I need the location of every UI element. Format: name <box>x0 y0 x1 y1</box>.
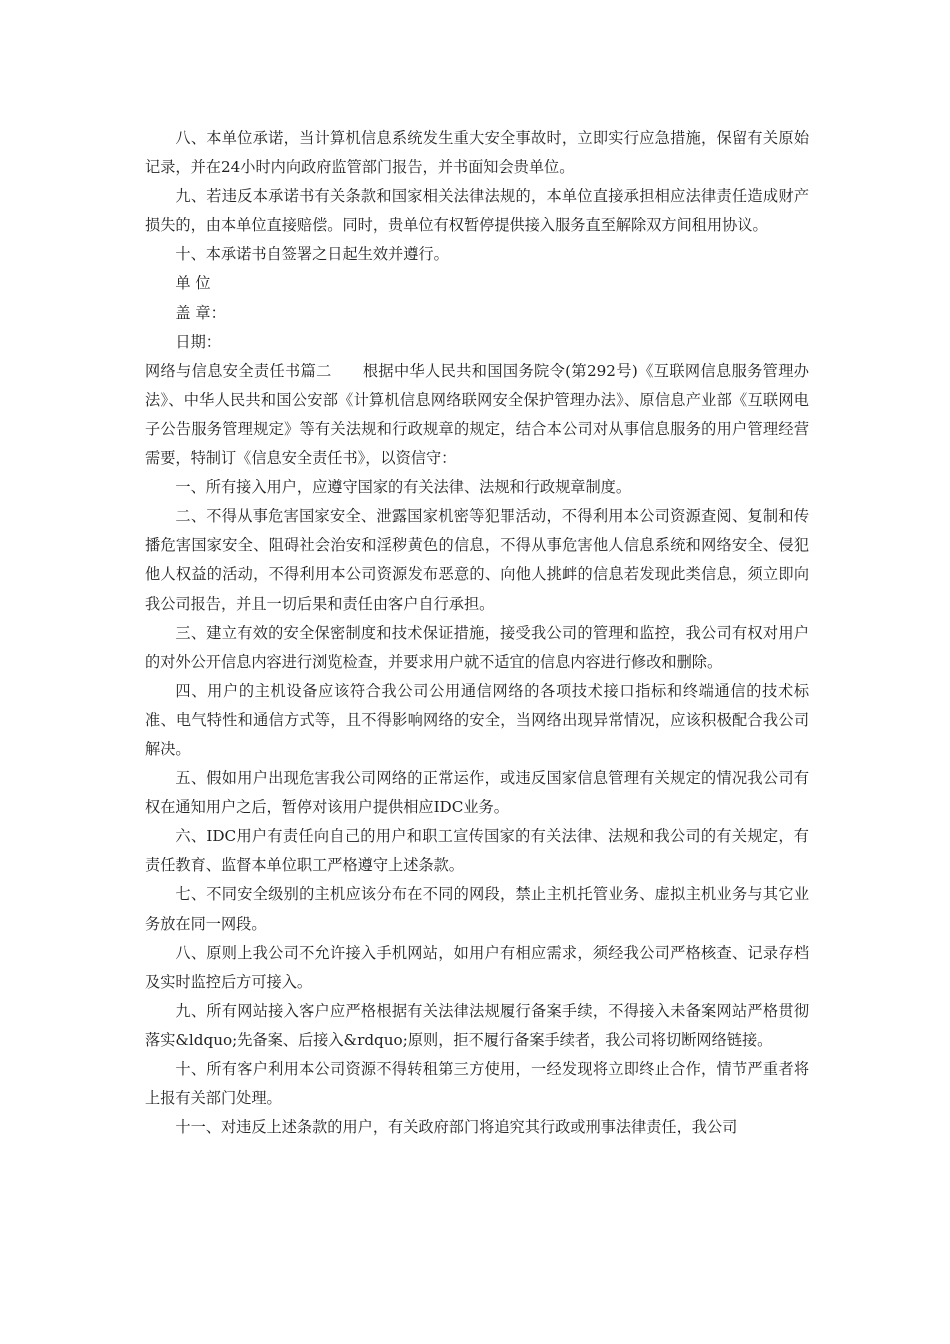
clause-10: 十、所有客户利用本公司资源不得转租第三方使用，一经发现将立即终止合作，情节严重者将上报有关部门处理。 <box>145 1060 809 1108</box>
clause-9: 九、所有网站接入客户应严格根据有关法律法规履行备案手续，不得接入未备案网站严格贯彻落实&ldquo;先备案、后接入&rdquo;原则，拒不履行备案手续者，我公司将切断网络链接。 <box>145 1001 809 1049</box>
clause-7: 七、不同安全级别的主机应该分布在不同的网段，禁止主机托管业务、虚拟主机业务与其它业务放在同一网段。 <box>145 885 809 933</box>
paragraph-commitment-10: 十、本承诺书自签署之日起生效并遵行。 <box>175 245 449 264</box>
clause-1: 一、所有接入用户，应遵守国家的有关法律、法规和行政规章制度。 <box>175 478 632 497</box>
paragraph-commitment-9: 九、若违反本承诺书有关条款和国家相关法律法规的，本单位直接承担相应法律责任造成财产损失的，由本单位直接赔偿。同时，贵单位有权暂停提供接入服务直至解除双方间租用协议。 <box>145 187 809 235</box>
clause-5: 五、假如用户出现危害我公司网络的正常运作，或违反国家信息管理有关规定的情况我公司有权在通知用户之后，暂停对该用户提供相应IDC业务。 <box>145 769 809 817</box>
signature-unit: 单 位 <box>175 274 211 293</box>
signature-seal: 盖 章： <box>175 303 226 322</box>
clause-3: 三、建立有效的安全保密制度和技术保证措施，接受我公司的管理和监控，我公司有权对用户的对外公开信息内容进行浏览检查，并要求用户就不适宜的信息内容进行修改和删除。 <box>145 623 809 671</box>
paragraph-commitment-8: 八、本单位承诺，当计算机信息系统发生重大安全事故时，立即实行应急措施，保留有关原始记录，并在24小时内向政府监管部门报告，并书面知会贵单位。 <box>145 129 809 177</box>
clause-8: 八、原则上我公司不允许接入手机网站，如用户有相应需求，须经我公司严格核查、记录存档及实时监控后方可接入。 <box>145 943 809 991</box>
document-body <box>145 124 809 1142</box>
clause-11: 十一、对违反上述条款的用户，有关政府部门将追究其行政或刑事法律责任，我公司 <box>175 1118 738 1137</box>
signature-date: 日期： <box>175 332 221 351</box>
clause-2: 二、不得从事危害国家安全、泄露国家机密等犯罪活动，不得利用本公司资源查阅、复制和传播危害国家安全、阻碍社会治安和淫秽黄色的信息，不得从事危害他人信息系统和网络安全、侵犯他人权益的活动，不得利用本公司资源发布恶意的、向他人挑衅的信息若发现此类信息，须立即向我公司报告，并且一切后果和责任由客户自行承担。 <box>145 507 809 613</box>
section-two-intro: 网络与信息安全责任书篇二 根据中华人民共和国国务院令(第292号)《互联网信息服务管理办法》、中华人民共和国公安部《计算机信息网络联网安全保护管理办法》、原信息产业部《互联网电子公告服务管理规定》等有关法规和行政规章的规定，结合本公司对从事信息服务的用户管理经营需要，特制订《信息安全责任书》，以资信守： <box>145 361 809 468</box>
clause-6: 六、IDC用户有责任向自己的用户和职工宣传国家的有关法律、法规和我公司的有关规定，有责任教育、监督本单位职工严格遵守上述条款。 <box>145 827 809 875</box>
clause-4: 四、用户的主机设备应该符合我公司公用通信网络的各项技术接口指标和终端通信的技术标准、电气特性和通信方式等，且不得影响网络的安全，当网络出现异常情况，应该积极配合我公司解决。 <box>145 681 809 758</box>
